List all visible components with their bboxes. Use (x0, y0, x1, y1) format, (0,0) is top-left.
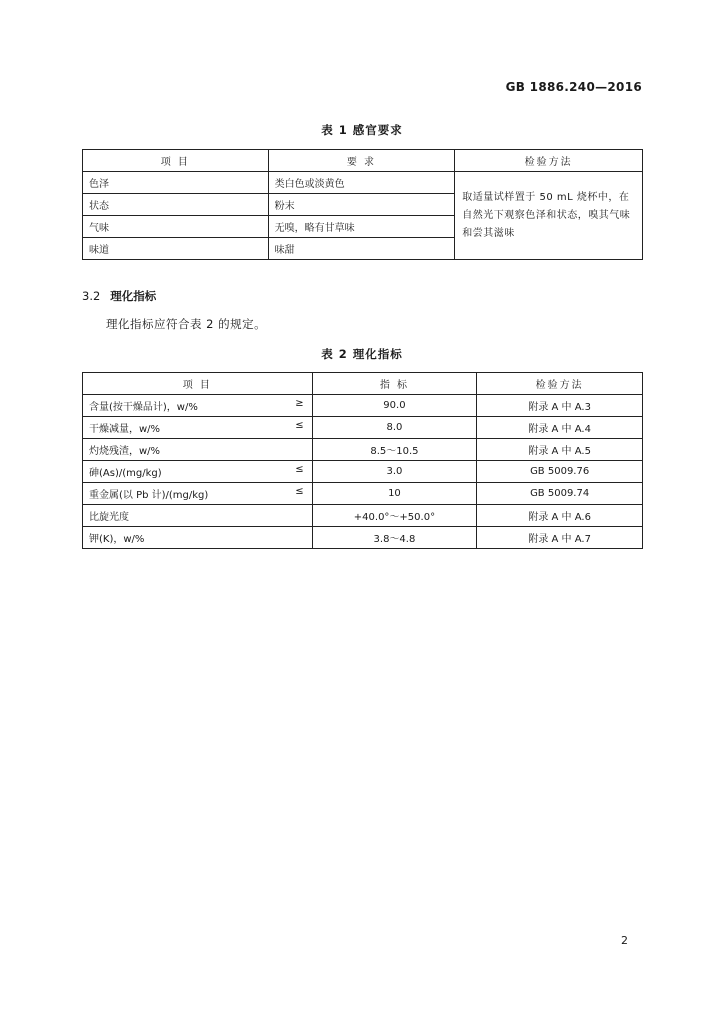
header-requirement: 要 求 (268, 150, 455, 172)
header-method: 检验方法 (455, 150, 643, 172)
section-paragraph: 理化指标应符合表 2 的规定。 (106, 317, 267, 331)
value-cell: 90.0 (312, 395, 477, 417)
method-cell: 附录 A 中 A.7 (477, 527, 643, 549)
comparison-symbol: ≤ (295, 420, 304, 431)
item-cell (83, 505, 313, 527)
item-label: 灼烧残渣，w/% (89, 446, 161, 457)
header-item: 项 目 (83, 373, 313, 395)
table-row (83, 527, 643, 549)
item-label: 重金属(以 Pb 计)/(mg/kg) (89, 490, 209, 501)
section-title: 理化指标 (110, 289, 157, 303)
physicochemical-table (82, 372, 643, 549)
item-cell (83, 461, 313, 483)
page-number: 2 (621, 934, 628, 947)
table-row (83, 395, 643, 417)
item-label: 砷(As)/(mg/kg) (89, 468, 162, 479)
comparison-symbol: ≤ (295, 464, 304, 475)
value-cell: 3.8～4.8 (312, 527, 477, 549)
section-number: 3.2 (82, 289, 101, 303)
item-label: 含量(按干燥品计)，w/% (89, 402, 198, 413)
table-row (83, 417, 643, 439)
item-label: 干燥减量，w/% (89, 424, 161, 435)
item-cell: 色泽 (83, 172, 269, 194)
table-row (83, 172, 643, 194)
header-value: 指 标 (312, 373, 477, 395)
item-cell: 味道 (83, 238, 269, 260)
item-cell: 气味 (83, 216, 269, 238)
value-cell: 3.0 (312, 461, 477, 483)
requirement-cell: 类白色或淡黄色 (268, 172, 455, 194)
method-cell: GB 5009.76 (477, 461, 643, 483)
requirement-cell: 粉末 (268, 194, 455, 216)
method-cell: 附录 A 中 A.5 (477, 439, 643, 461)
table-row (83, 461, 643, 483)
item-cell (83, 417, 313, 439)
header-item: 项 目 (83, 150, 269, 172)
item-cell (83, 527, 313, 549)
table1-caption: 表 1 感官要求 (321, 123, 403, 137)
item-cell (83, 483, 313, 505)
value-cell: 10 (312, 483, 477, 505)
comparison-symbol: ≤ (295, 486, 304, 497)
value-cell: +40.0°～+50.0° (312, 505, 477, 527)
method-cell: 附录 A 中 A.4 (477, 417, 643, 439)
table-row (83, 439, 643, 461)
header-method: 检验方法 (477, 373, 643, 395)
value-cell: 8.0 (312, 417, 477, 439)
item-cell (83, 395, 313, 417)
item-label: 钾(K)，w/% (89, 534, 145, 545)
item-cell: 状态 (83, 194, 269, 216)
section-heading (82, 288, 156, 304)
method-cell: 附录 A 中 A.3 (477, 395, 643, 417)
table2-caption: 表 2 理化指标 (321, 347, 403, 361)
value-cell: 8.5～10.5 (312, 439, 477, 461)
table-header-row (83, 150, 643, 172)
method-cell: GB 5009.74 (477, 483, 643, 505)
standard-number: GB 1886.240—2016 (505, 80, 642, 94)
item-label: 比旋光度 (89, 512, 129, 523)
requirement-cell: 味甜 (268, 238, 455, 260)
table-header-row (83, 373, 643, 395)
table-row (83, 483, 643, 505)
item-cell (83, 439, 313, 461)
method-cell: 附录 A 中 A.6 (477, 505, 643, 527)
method-cell: 取适量试样置于 50 mL 烧杯中，在自然光下观察色泽和状态，嗅其气味和尝其滋味 (455, 172, 643, 260)
table-row (83, 505, 643, 527)
sensory-requirements-table (82, 149, 643, 260)
requirement-cell: 无嗅，略有甘草味 (268, 216, 455, 238)
comparison-symbol: ≥ (295, 398, 304, 409)
